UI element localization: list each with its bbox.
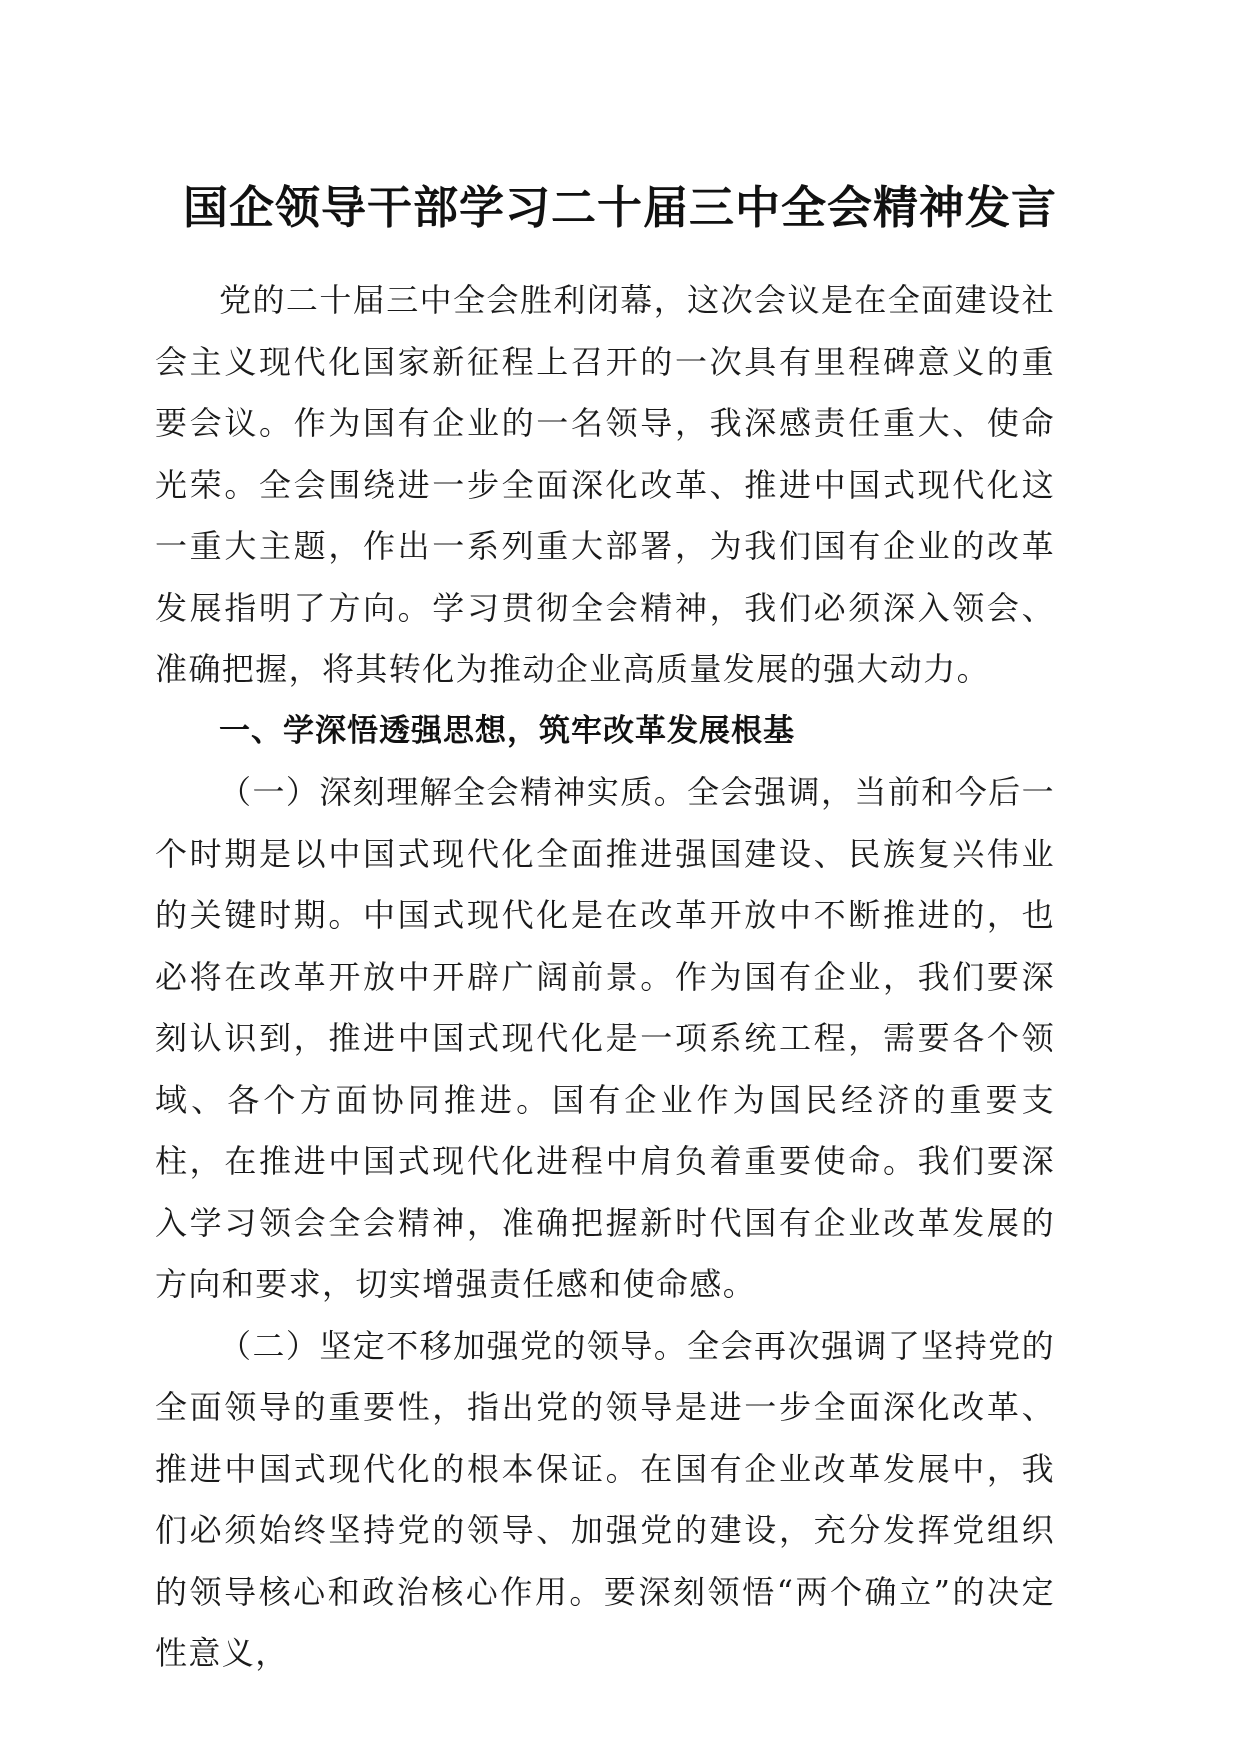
intro-paragraph: 党的二十届三中全会胜利闭幕，这次会议是在全面建设社会主义现代化国家新征程上召开的一次具有里程碑意义的重要会议。作为国有企业的一名领导，我深感责任重大、使命光荣。全会围绕进一步全面深化改革、推进中国式现代化这一重大主题，作出一系列重大部署，为我们国有企业的改革发展指明了方向。学习贯彻全会精神，我们必须深入领会、准确把握，将其转化为推动企业高质量发展的强大动力。 xyxy=(155,281,1055,688)
document-title: 国企领导干部学习二十届三中全会精神发言 xyxy=(182,181,1057,234)
section-item-paragraph: （二）坚定不移加强党的领导。全会再次强调了坚持党的全面领导的重要性，指出党的领导是进一步全面深化改革、推进中国式现代化的根本保证。在国有企业改革发展中，我们必须始终坚持党的领导、加强党的建设，充分发挥党组织的领导核心和政治核心作用。要深刻领悟“两个确立”的决定性意义， xyxy=(155,1326,1055,1672)
section-heading: 一、学深悟透强思想，筑牢改革发展根基 xyxy=(219,712,795,749)
document-body xyxy=(155,270,1055,1685)
section-item-paragraph: （一）深刻理解全会精神实质。全会强调，当前和今后一个时期是以中国式现代化全面推进强国建设、民族复兴伟业的关键时期。中国式现代化是在改革开放中不断推进的，也必将在改革开放中开辟广阔前景。作为国有企业，我们要深刻认识到，推进中国式现代化是一项系统工程，需要各个领域、各个方面协同推进。国有企业作为国民经济的重要支柱，在推进中国式现代化进程中肩负着重要使命。我们要深入学习领会全会精神，准确把握新时代国有企业改革发展的方向和要求，切实增强责任感和使命感。 xyxy=(155,773,1055,1303)
